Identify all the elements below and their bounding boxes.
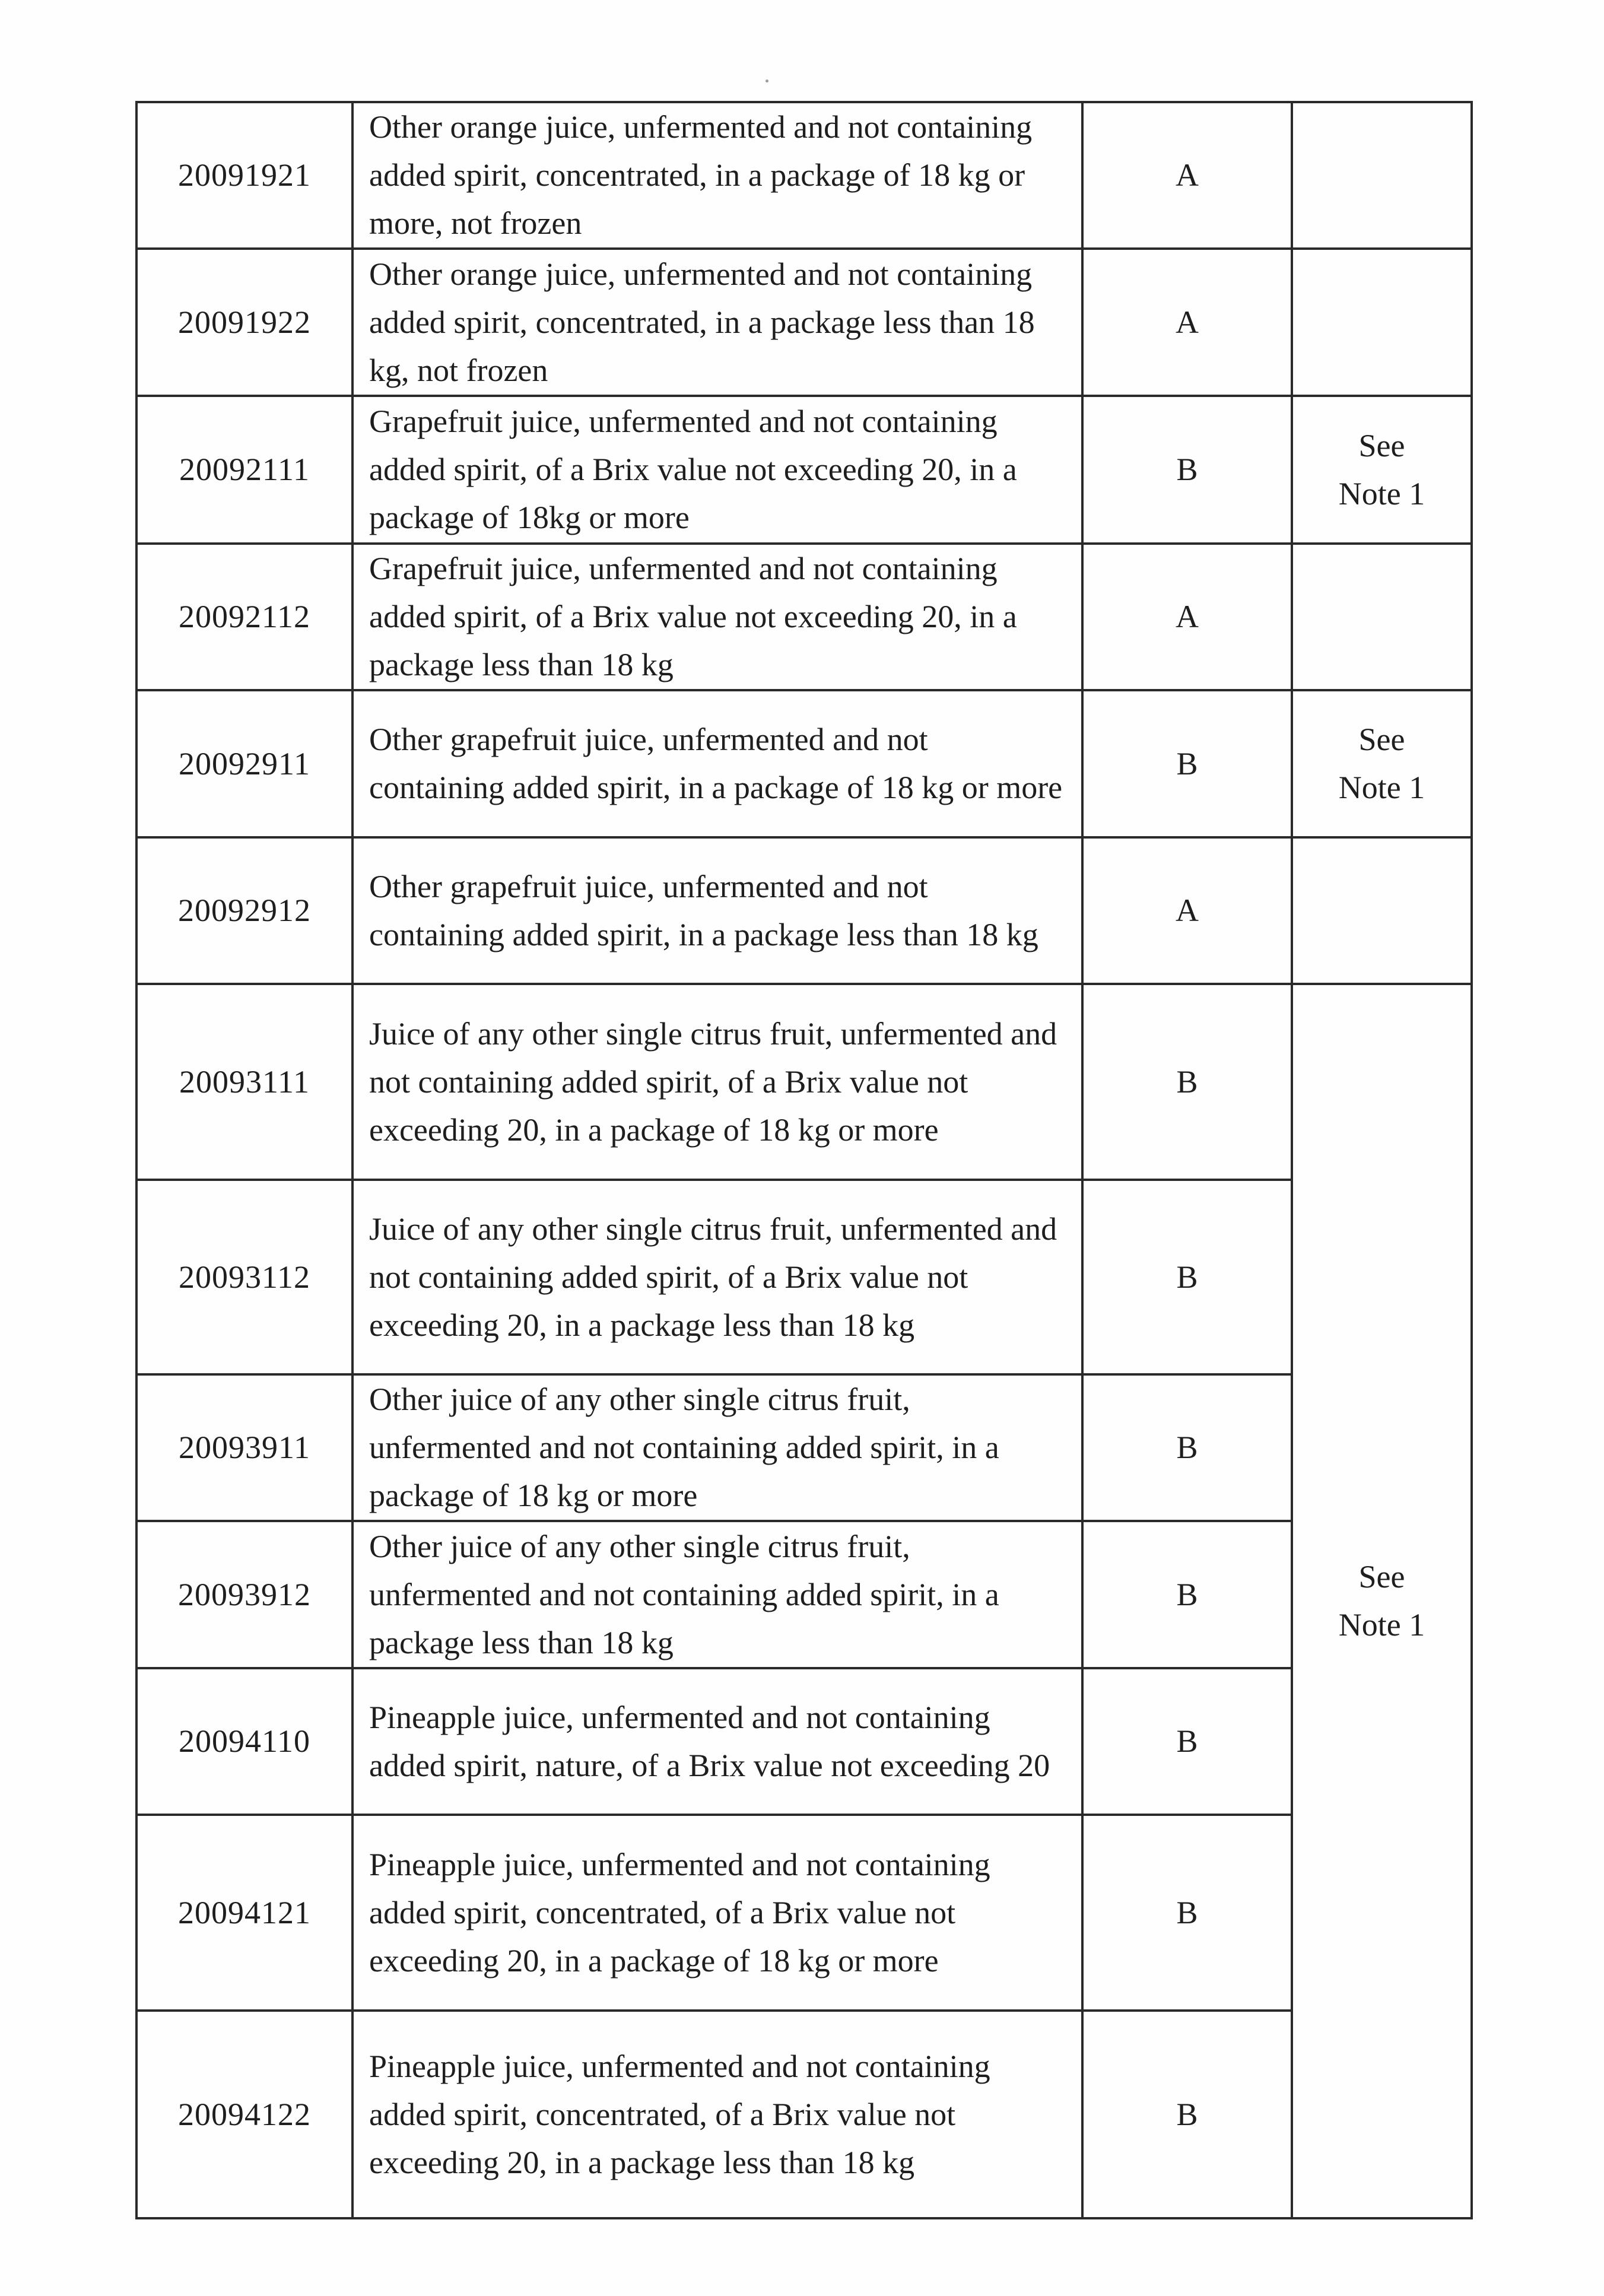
note-cell [1292, 837, 1472, 984]
note-cell [1292, 544, 1472, 690]
hs-code-cell: 20093112 [136, 1180, 352, 1374]
hs-code-cell: 20092112 [136, 544, 352, 690]
category-cell: B [1082, 1180, 1292, 1374]
category-cell: B [1082, 1815, 1292, 2011]
description-cell: Grapefruit juice, unfermented and not containing added spirit, of a Brix value not exceeding 20, in a package of 18kg or more [352, 396, 1082, 544]
description-cell: Other grapefruit juice, unfermented and not containing added spirit, in a package of 18 kg or more [352, 690, 1082, 837]
description-cell: Grapefruit juice, unfermented and not containing added spirit, of a Brix value not exceeding 20, in a package less than 18 kg [352, 544, 1082, 690]
category-cell: B [1082, 984, 1292, 1180]
category-cell: B [1082, 690, 1292, 837]
note-line-1: See [1358, 1559, 1405, 1595]
note-line-2: Note 1 [1338, 770, 1425, 805]
description-cell: Juice of any other single citrus fruit, unfermented and not containing added spirit, of a Brix value not exceeding 20, in a package of 18 kg or more [352, 984, 1082, 1180]
description-cell: Other grapefruit juice, unfermented and not containing added spirit, in a package less than 18 kg [352, 837, 1082, 984]
description-cell: Other juice of any other single citrus fruit, unfermented and not containing added spirit, in a package of 18 kg or more [352, 1374, 1082, 1521]
hs-code-cell: 20094110 [136, 1668, 352, 1815]
note-cell [1292, 690, 1472, 837]
note-cell [1292, 396, 1472, 544]
table-row [136, 984, 1472, 1180]
hs-code-cell: 20092111 [136, 396, 352, 544]
category-cell: A [1082, 837, 1292, 984]
table-row [136, 249, 1472, 396]
table-row [136, 690, 1472, 837]
category-cell: A [1082, 102, 1292, 249]
table-row [136, 1521, 1472, 1668]
hs-code-cell: 20093911 [136, 1374, 352, 1521]
hs-code-cell: 20094121 [136, 1815, 352, 2011]
hs-code-cell: 20094122 [136, 2011, 352, 2218]
description-cell: Juice of any other single citrus fruit, unfermented and not containing added spirit, of a Brix value not exceeding 20, in a package less than 18 kg [352, 1180, 1082, 1374]
category-cell: B [1082, 1521, 1292, 1668]
description-cell: Pineapple juice, unfermented and not containing added spirit, concentrated, of a Brix value not exceeding 20, in a package of 18 kg or more [352, 1815, 1082, 2011]
note-line-2: Note 1 [1338, 1607, 1425, 1643]
scan-speck [766, 80, 768, 82]
hs-code-cell: 20092912 [136, 837, 352, 984]
tariff-table [135, 101, 1473, 2219]
category-cell: B [1082, 1668, 1292, 1815]
table-row [136, 1374, 1472, 1521]
category-cell: A [1082, 249, 1292, 396]
hs-code-cell: 20093111 [136, 984, 352, 1180]
table-row [136, 1815, 1472, 2011]
note-line-2: Note 1 [1338, 475, 1425, 512]
note-line-1: See [1358, 722, 1405, 757]
table-row [136, 1180, 1472, 1374]
description-cell: Other orange juice, unfermented and not containing added spirit, concentrated, in a package of 18 kg or more, not frozen [352, 102, 1082, 249]
table-row [136, 2011, 1472, 2218]
table-row [136, 1668, 1472, 1815]
table-row [136, 396, 1472, 544]
note-line-1: See [1358, 427, 1405, 463]
description-cell: Pineapple juice, unfermented and not containing added spirit, concentrated, of a Brix value not exceeding 20, in a package less than 18 kg [352, 2011, 1082, 2218]
hs-code-cell: 20093912 [136, 1521, 352, 1668]
note-cell [1292, 102, 1472, 249]
hs-code-cell: 20091921 [136, 102, 352, 249]
category-cell: A [1082, 544, 1292, 690]
hs-code-cell: 20092911 [136, 690, 352, 837]
category-cell: B [1082, 396, 1292, 544]
description-cell: Other orange juice, unfermented and not containing added spirit, concentrated, in a package less than 18 kg, not frozen [352, 249, 1082, 396]
description-cell: Other juice of any other single citrus fruit, unfermented and not containing added spirit, in a package less than 18 kg [352, 1521, 1082, 1668]
table-row [136, 102, 1472, 249]
category-cell: B [1082, 1374, 1292, 1521]
category-cell: B [1082, 2011, 1292, 2218]
note-cell [1292, 249, 1472, 396]
table-row [136, 544, 1472, 690]
table-row [136, 837, 1472, 984]
description-cell: Pineapple juice, unfermented and not containing added spirit, nature, of a Brix value not exceeding 20 [352, 1668, 1082, 1815]
hs-code-cell: 20091922 [136, 249, 352, 396]
merged-note-cell [1292, 984, 1472, 2218]
